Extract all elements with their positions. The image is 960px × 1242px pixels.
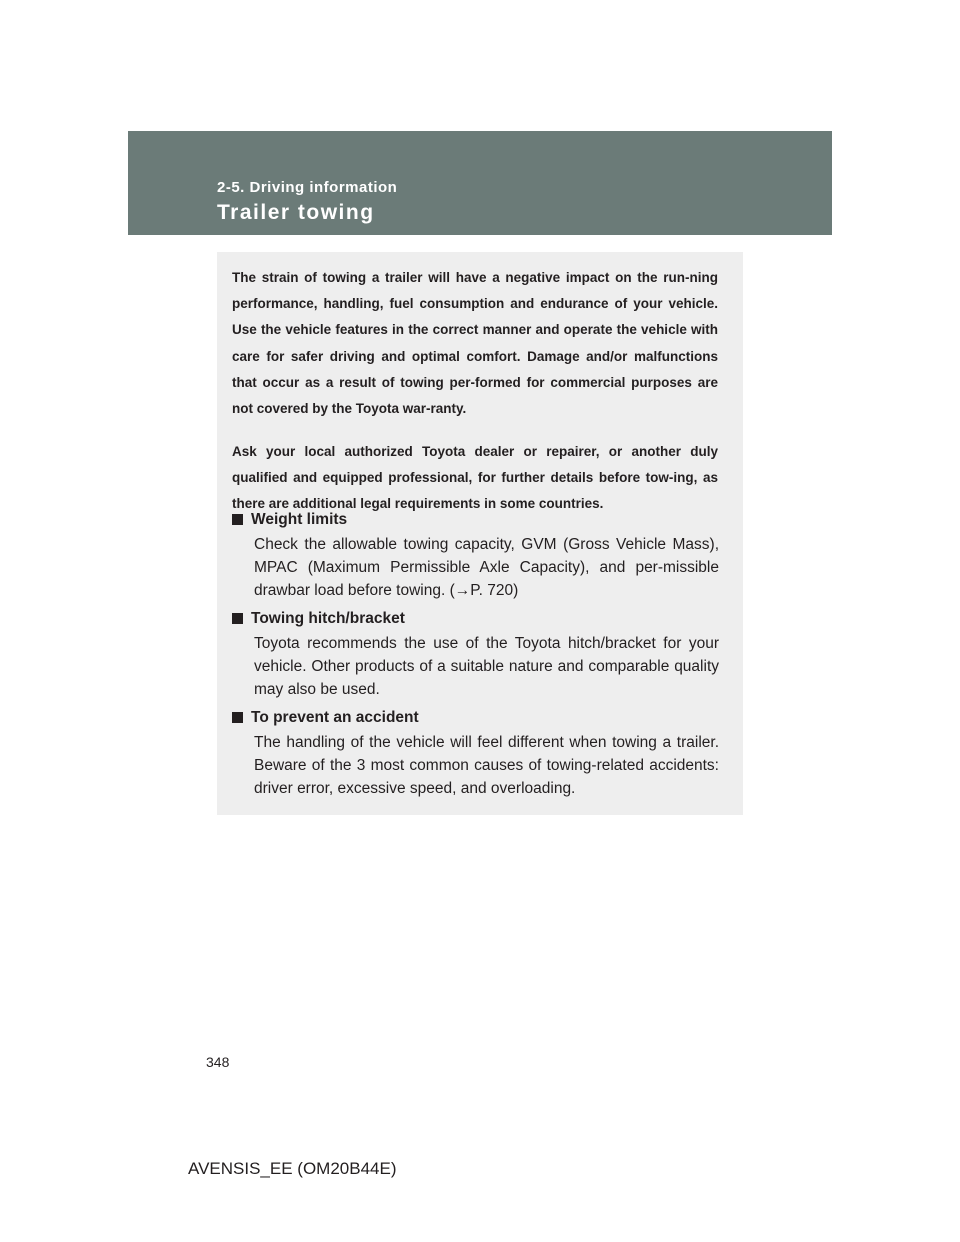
page-title: Trailer towing [217, 201, 375, 224]
section-label: 2-5. Driving information [217, 179, 398, 196]
topic-heading-text: Towing hitch/bracket [251, 610, 405, 627]
section-header [128, 131, 832, 235]
intro-paragraph: The strain of towing a trailer will have a negative impact on the run-ning performance, handling, fuel consumption and endurance of your vehicle. Use the vehicle features in the correct manner and operate the vehicle with care for safer driving and optimal comfort. Damage and/or malfunctions that occur as a result of towing per-formed for commercial purposes are not covered by the Toyota war-ranty. [232, 270, 718, 417]
topic-heading [232, 608, 719, 630]
topic-text: Toyota recommends the use of the Toyota hitch/bracket for your vehicle. Other products of a suitable nature and comparable quality may also be used. [254, 635, 719, 698]
topic-prevent-accident [232, 707, 719, 800]
document-code: AVENSIS_EE (OM20B44E) [188, 1159, 397, 1178]
square-bullet-icon [232, 514, 243, 525]
square-bullet-icon [232, 712, 243, 723]
topic-weight-limits [232, 509, 719, 602]
topic-text: The handling of the vehicle will feel different when towing a trailer. Beware of the 3 most common causes of towing-related accidents: driver error, excessive speed, and overloading. [254, 734, 719, 797]
topic-heading [232, 509, 719, 531]
topic-heading-text: To prevent an accident [251, 709, 419, 726]
topic-heading-text: Weight limits [251, 511, 348, 528]
content-panel [217, 252, 743, 815]
page-number: 348 [206, 1054, 230, 1070]
intro-paragraph: Ask your local authorized Toyota dealer or repairer, or another duly qualified and equipped professional, for further details before tow-ing, as there are additional legal requirements in some countries. [232, 444, 718, 512]
square-bullet-icon [232, 613, 243, 624]
topic-heading [232, 707, 719, 729]
topic-towing-hitch [232, 608, 719, 701]
topic-text: Check the allowable towing capacity, GVM (Gross Vehicle Mass), MPAC (Maximum Permissible Axle Capacity), and per-missible drawbar load before towing. (→P. 720) [254, 536, 719, 599]
